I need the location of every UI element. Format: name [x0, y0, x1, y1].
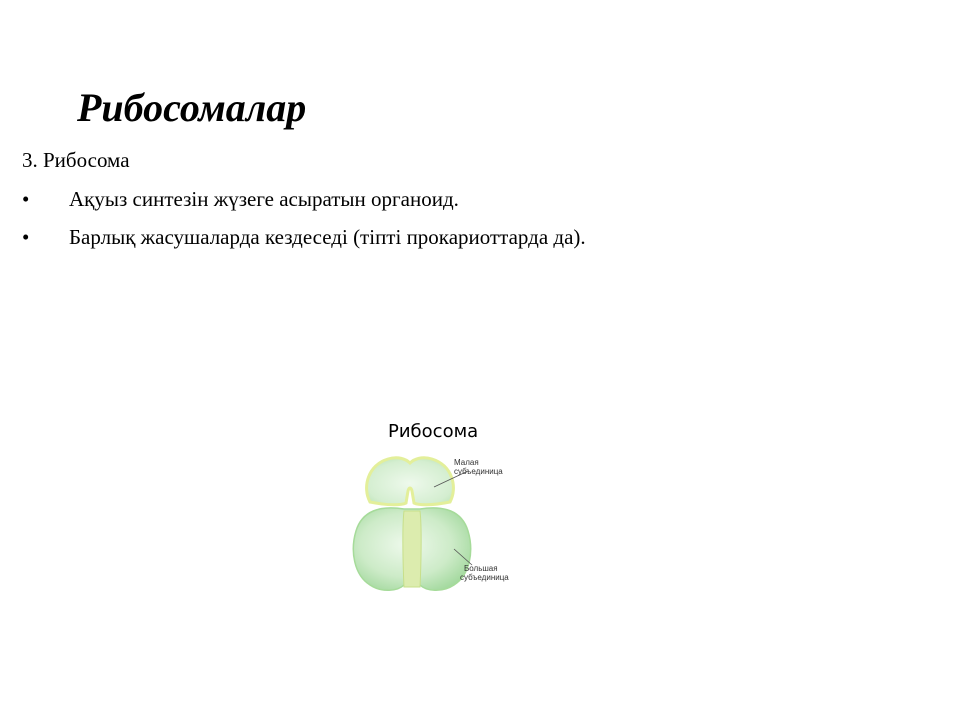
- ribosome-figure: [258, 407, 616, 607]
- figure-title: Рибосома: [388, 421, 479, 442]
- large-subunit-label-line2: субъединица: [460, 573, 509, 582]
- section-subheading: 3. Рибосома: [22, 148, 130, 172]
- small-subunit: [367, 458, 454, 505]
- bullet-marker: •: [22, 187, 30, 211]
- bullet-text: Ақуыз синтезін жүзеге асыратын органоид.: [69, 187, 459, 211]
- ribosome-illustration: [258, 407, 616, 607]
- large-subunit-label-line1: Большая: [464, 564, 498, 573]
- small-subunit-label-line1: Малая: [454, 458, 479, 467]
- small-subunit-label-line2: субъединица: [454, 467, 503, 476]
- bullet-text: Барлық жасушаларда кездеседі (тіпті прокариоттарда да).: [69, 225, 586, 249]
- large-subunit: [353, 508, 470, 590]
- bullet-marker: •: [22, 225, 30, 249]
- slide-title: Рибосомалар: [77, 85, 307, 130]
